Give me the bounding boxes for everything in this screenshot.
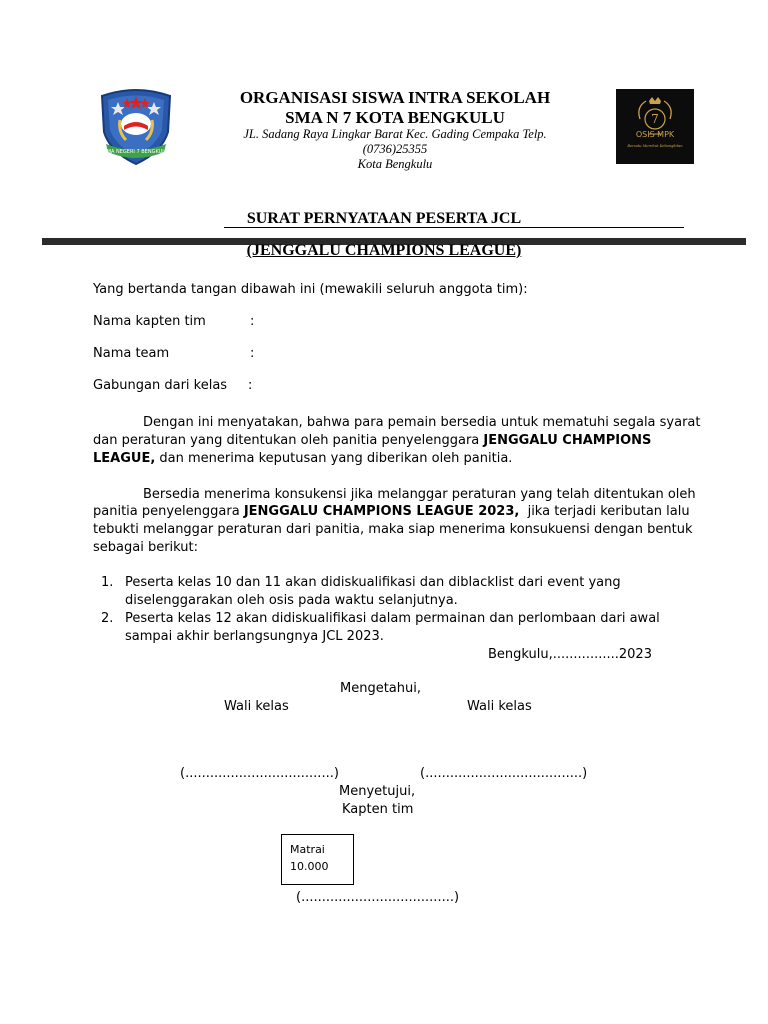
list-item-number: 1.: [101, 575, 114, 590]
signature-name-right: (......................................): [420, 766, 588, 781]
mengetahui-label: Mengetahui,: [340, 681, 421, 696]
school-badge-text: SMA NEGERI 7 BENGKULU: [103, 149, 169, 155]
signature-name-left: (....................................): [180, 766, 339, 781]
org-address-line1: JL. Sadang Raya Lingkar Barat Kec. Gading Cempaka Telp.: [243, 127, 547, 141]
wali-kelas-right-label: Wali kelas: [467, 699, 532, 714]
signature-name-kapten: (.....................................): [296, 890, 460, 905]
para2-line4: sebagai berikut:: [93, 540, 199, 555]
org-address-line2: (0736)25355: [362, 142, 428, 156]
list-item-1-line1: Peserta kelas 10 dan 11 akan didiskualifikasi dan diblacklist dari event yang: [125, 575, 621, 590]
org-name-line1: ORGANISASI SISWA INTRA SEKOLAH: [239, 88, 551, 107]
field-sep-class: :: [248, 378, 253, 393]
para1-line1: Dengan ini menyatakan, bahwa para pemain bersedia untuk mematuhi segala syarat: [143, 415, 701, 430]
list-item-2-line1: Peserta kelas 12 akan didiskualifikasi dalam permainan dan perlombaan dari awal: [125, 611, 660, 626]
para2-line3: tebukti melanggar peraturan dari panitia, maka siap menerima konsukuensi dengan bentuk: [93, 522, 693, 537]
osis-logo-number: 7: [651, 112, 659, 126]
org-address-line3: Kota Bengkulu: [357, 157, 433, 171]
field-label-captain: Nama kapten tim: [93, 314, 206, 329]
field-sep-team: :: [250, 346, 255, 361]
field-sep-captain: :: [250, 314, 255, 329]
wali-kelas-left-label: Wali kelas: [224, 699, 289, 714]
para2-line1: Bersedia menerima konsukensi jika melanggar peraturan yang telah ditentukan oleh: [143, 487, 696, 502]
stamp-duty-box: [281, 834, 354, 885]
intro-text: Yang bertanda tangan dibawah ini (mewakili seluruh anggota tim):: [93, 282, 528, 297]
para2-line2: panitia penyelenggara JENGGALU CHAMPIONS LEAGUE 2023, jika terjadi keributan lalu: [93, 504, 690, 519]
para1-line2: dan peraturan yang ditentukan oleh panitia penyelenggara JENGGALU CHAMPIONS: [93, 433, 652, 448]
document-title-line1: SURAT PERNYATAAN PESERTA JCL: [246, 210, 522, 227]
matrai-value: 10.000: [290, 860, 329, 873]
list-item-number: 2.: [101, 611, 114, 626]
field-label-team: Nama team: [93, 346, 170, 361]
field-label-class: Gabungan dari kelas: [93, 378, 228, 393]
list-item-1-line2: diselenggarakan oleh osis pada waktu selanjutnya.: [125, 593, 458, 608]
title-underline: [224, 227, 684, 228]
kapten-tim-label: Kapten tim: [342, 802, 414, 817]
matrai-label: Matrai: [290, 843, 325, 856]
para1-line3: LEAGUE, dan menerima keputusan yang diberikan oleh panitia.: [93, 451, 513, 466]
document-title-line2: (JENGGALU CHAMPIONS LEAGUE): [246, 242, 522, 259]
list-item-2-line2: sampai akhir berlangsungnya JCL 2023.: [125, 629, 384, 644]
osis-logo-caption: Bersatu Merebut Kebangkitan: [627, 144, 683, 148]
place-date: Bengkulu,................2023: [488, 647, 652, 662]
osis-logo-text: OSIS MPK: [635, 130, 675, 139]
menyetujui-label: Menyetujui,: [339, 784, 416, 799]
org-name-line2: SMA N 7 KOTA BENGKULU: [285, 108, 505, 127]
